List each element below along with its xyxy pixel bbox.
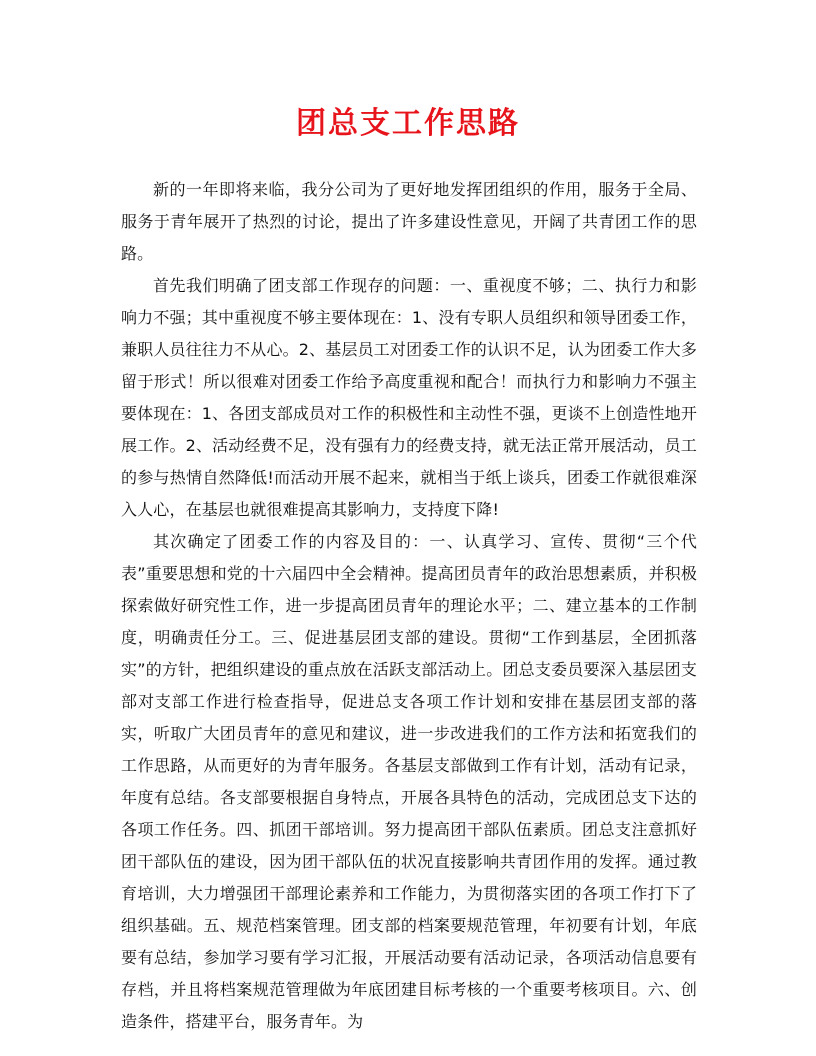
paragraph-intro: 新的一年即将来临，我分公司为了更好地发挥团组织的作用，服务于全局、服务于青年展开了热烈的讨论，提出了许多建设性意见，开阔了共青团工作的思路。	[121, 180, 697, 263]
document-body	[121, 174, 697, 1038]
paragraph-content-goals: 其次确定了团委工作的内容及目的：一、认真学习、宣传、贯彻“三个代表”重要思想和党的十六届四中全会精神。提高团员青年的政治思想素质，并积极探索做好研究性工作，进一步提高团员青年的理论水平；二、建立基本的工作制度，明确责任分工。三、促进基层团支部的建设。贯彻“工作到基层，全团抓落实”的方针，把组织建设的重点放在活跃支部活动上。团总支委员要深入基层团支部对支部工作进行检查指导，促进总支各项工作计划和安排在基层团支部的落实，听取广大团员青年的意见和建议，进一步改进我们的工作方法和拓宽我们的工作思路，从而更好的为青年服务。各基层支部做到工作有计划，活动有记录，年度有总结。各支部要根据自身特点，开展各具特色的活动，完成团总支下达的各项工作任务。四、抓团干部培训。努力提高团干部队伍素质。团总支注意抓好团干部队伍的建设，因为团干部队伍的状况直接影响共青团作用的发挥。通过教育培训，大力增强团干部理论素养和工作能力，为贯彻落实团的各项工作打下了组织基础。五、规范档案管理。团支部的档案要规范管理，年初要有计划，年底要有总结，参加学习要有学习汇报，开展活动要有活动记录，各项活动信息要有存档，并且将档案规范管理做为年底团建目标考核的一个重要考核项目。六、创造条件，搭建平台，服务青年。为	[121, 532, 697, 1031]
paragraph-problems: 首先我们明确了团支部工作现存的问题：一、重视度不够；二、执行力和影响力不强；其中重视度不够主要体现在：1、没有专职人员组织和领导团委工作，兼职人员往往力不从心。2、基层员工对团委工作的认识不足，认为团委工作大多留于形式！所以很难对团委工作给予高度重视和配合！而执行力和影响力不强主要体现在：1、各团支部成员对工作的积极性和主动性不强，更谈不上创造性地开展工作。2、活动经费不足，没有强有力的经费支持，就无法正常开展活动，员工的参与热情自然降低!而活动开展不起来，就相当于纸上谈兵，团委工作就很难深入人心，在基层也就很难提高其影响力，支持度下降!	[121, 276, 697, 519]
document-title: 团总支工作思路	[296, 106, 520, 141]
